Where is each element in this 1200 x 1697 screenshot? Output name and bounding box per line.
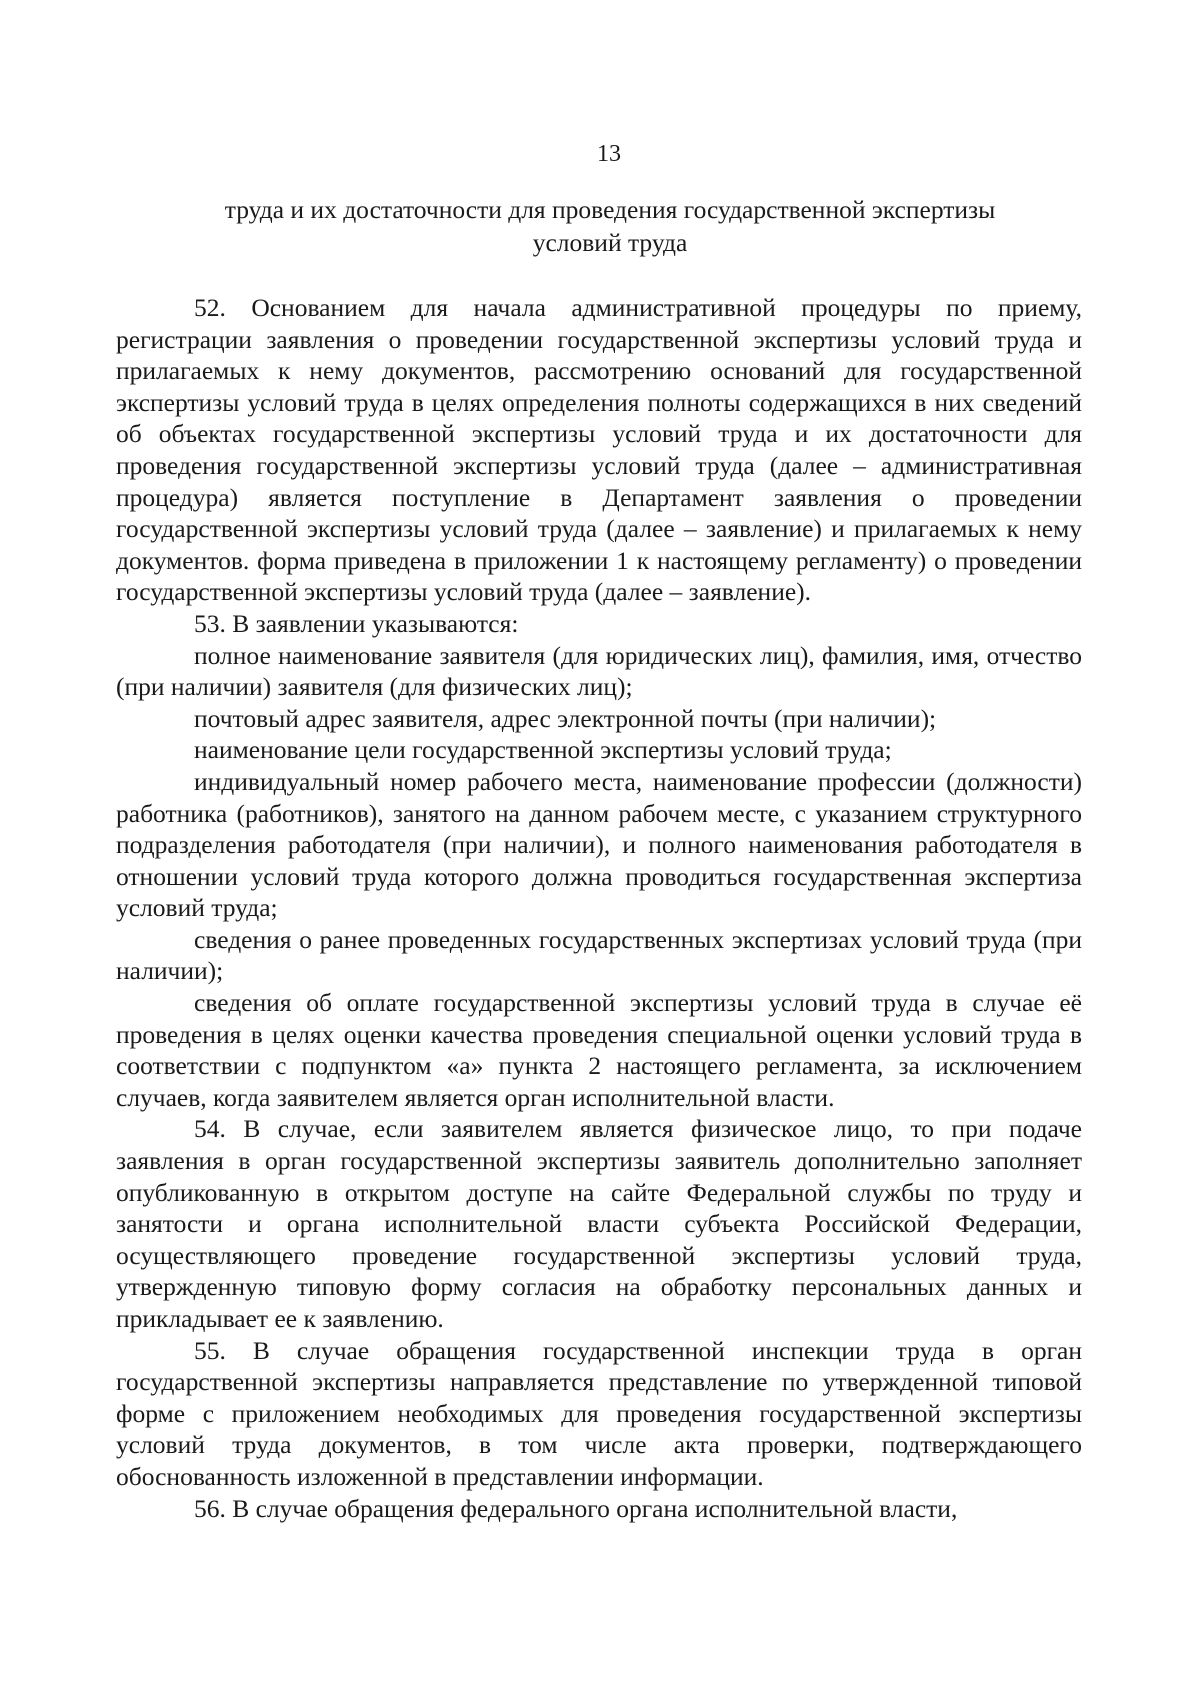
- list-item-workplace-number: индивидуальный номер рабочего места, наименование профессии (должности) работника (работников), занятого на данном рабочем месте, с указанием структурного подразделения работодателя (при наличии), и полного наименования работодателя в отношении условий труда которого должна проводиться государственная экспертиза условий труда;: [116, 766, 1082, 923]
- list-item-postal-address: почтовый адрес заявителя, адрес электронной почты (при наличии);: [194, 703, 937, 733]
- list-item-payment-info: сведения об оплате государственной экспертизы условий труда в случае её проведения в целях оценки качества проведения специальной оценки условий труда в соответствии с подпунктом «а» пункта 2 настоящего регламента, за исключением случаев, когда заявителем является орган исполнительной власти.: [116, 988, 1082, 1112]
- section-heading: [140, 193, 1080, 259]
- list-item-full-name: полное наименование заявителя (для юридических лиц), фамилия, имя, отчество (при наличии) заявителя (для физических лиц);: [116, 640, 1082, 702]
- paragraph-52: 52. Основанием для начала административной процедуры по приему, регистрации заявления о проведении государственной экспертизы условий труда и прилагаемых к нему документов, рассмотрению оснований для государственной экспертизы условий труда в целях определения полноты содержащихся в них сведений об объектах государственной экспертизы условий труда и их достаточности для проведения государственной экспертизы условий труда (далее – административная процедура) является поступление в Департамент заявления о проведении государственной экспертизы условий труда (далее – заявление) и прилагаемых к нему документов. форма приведена в приложении 1 к настоящему регламенту) о проведении государственной экспертизы условий труда (далее – заявление).: [116, 293, 1082, 607]
- paragraph-53: 53. В заявлении указываются:: [194, 608, 519, 638]
- paragraph-54: 54. В случае, если заявителем является физическое лицо, то при подаче заявления в орган государственной экспертизы заявитель дополнительно заполняет опубликованную в открытом доступе на сайте Федеральной службы по труду и занятости и органа исполнительной власти субъекта Российской Федерации, осуществляющего проведение государственной экспертизы условий труда, утвержденную типовую форму согласия на обработку персональных данных и прикладывает ее к заявлению.: [116, 1114, 1082, 1333]
- page-number: 13: [597, 141, 621, 167]
- paragraph-55: 55. В случае обращения государственной инспекции труда в орган государственной экспертизы направляется представление по утвержденной типовой форме с приложением необходимых для проведения государственной экспертизы условий труда документов, в том числе акта проверки, подтверждающего обоснованность изложенной в представлении информации.: [116, 1335, 1082, 1491]
- document-body: [116, 292, 1082, 1524]
- paragraph-56: 56. В случае обращения федерального органа исполнительной власти,: [194, 1493, 958, 1523]
- list-item-previous-expertise: сведения о ранее проведенных государственных экспертизах условий труда (при наличии);: [116, 924, 1082, 986]
- heading-line-2: условий труда: [532, 228, 688, 257]
- list-item-purpose: наименование цели государственной экспертизы условий труда;: [194, 735, 892, 765]
- heading-line-1: труда и их достаточности для проведения государственной экспертизы: [224, 195, 996, 224]
